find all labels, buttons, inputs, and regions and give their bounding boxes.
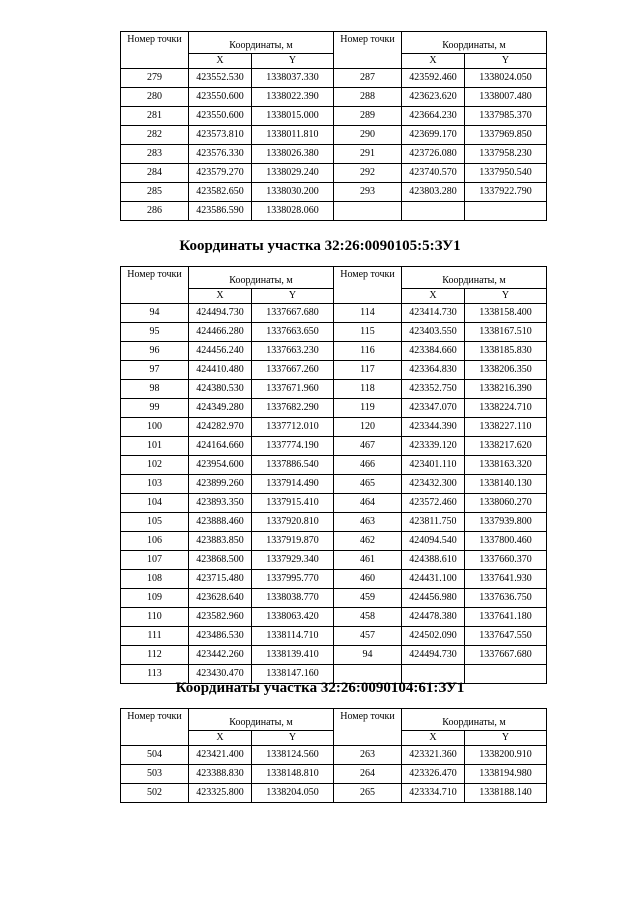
x-coordinate-cell: 423321.360 [402,746,465,765]
x-coordinate-cell: 424494.730 [189,304,252,323]
table-row [121,513,334,532]
x-coordinate-cell: 423579.270 [189,164,252,183]
point-number-cell: 263 [334,746,402,765]
point-number-cell: 280 [121,88,189,107]
x-header: X [189,731,252,746]
table-row [334,164,547,183]
x-coordinate-cell: 423740.570 [402,164,465,183]
x-coordinate-cell: 424410.480 [189,361,252,380]
y-coordinate-cell: 1338148.810 [252,765,334,784]
table-row [334,765,547,784]
x-coordinate-cell: 423868.500 [189,551,252,570]
table-row [334,418,547,437]
table-row [121,342,334,361]
y-coordinate-cell: 1338158.400 [465,304,547,323]
x-coordinate-cell: 424456.240 [189,342,252,361]
y-coordinate-cell [465,202,547,221]
table-header-row [121,32,334,54]
table-row [334,746,547,765]
coordinates-header: Координаты, м [402,709,547,731]
y-coordinate-cell: 1337667.260 [252,361,334,380]
table-row [334,304,547,323]
table-row [121,532,334,551]
x-coordinate-cell: 423899.260 [189,475,252,494]
point-number-cell [334,202,402,221]
table-row [334,323,547,342]
y-coordinate-cell: 1338030.200 [252,183,334,202]
y-header: Y [252,54,334,69]
x-coordinate-cell: 423401.110 [402,456,465,475]
x-coordinate-cell: 423388.830 [189,765,252,784]
point-number-cell: 286 [121,202,189,221]
y-coordinate-cell: 1337663.230 [252,342,334,361]
point-number-header: Номер точки [121,267,189,304]
point-number-cell: 116 [334,342,402,361]
x-coordinate-cell: 423552.530 [189,69,252,88]
table-row [121,126,334,145]
y-coordinate-cell: 1338185.830 [465,342,547,361]
table-row [334,784,547,803]
point-number-cell: 110 [121,608,189,627]
coordinates-table-right [333,31,547,221]
table-row [121,304,334,323]
y-coordinate-cell: 1337995.770 [252,570,334,589]
point-number-cell: 461 [334,551,402,570]
point-number-header: Номер точки [121,32,189,69]
table-row [334,570,547,589]
point-number-cell: 460 [334,570,402,589]
x-coordinate-cell: 424388.610 [402,551,465,570]
y-coordinate-cell: 1338140.130 [465,475,547,494]
coordinates-table-left [120,31,334,221]
y-coordinate-cell: 1337712.010 [252,418,334,437]
y-coordinate-cell: 1337667.680 [252,304,334,323]
table-row [334,380,547,399]
point-number-cell: 120 [334,418,402,437]
x-coordinate-cell: 423883.850 [189,532,252,551]
point-number-cell: 119 [334,399,402,418]
point-number-cell: 288 [334,88,402,107]
table-row [121,494,334,513]
y-coordinate-cell: 1338037.330 [252,69,334,88]
x-coordinate-cell: 424094.540 [402,532,465,551]
x-coordinate-cell: 423364.830 [402,361,465,380]
x-coordinate-cell: 423586.590 [189,202,252,221]
table-row [121,380,334,399]
table-row [121,183,334,202]
table-row [334,69,547,88]
table-row [121,107,334,126]
table-row [121,765,334,784]
y-coordinate-cell: 1338139.410 [252,646,334,665]
x-coordinate-cell: 423715.480 [189,570,252,589]
coordinates-header: Координаты, м [402,267,547,289]
x-coordinate-cell: 423623.620 [402,88,465,107]
coordinates-header: Координаты, м [189,32,334,54]
point-number-cell: 462 [334,532,402,551]
x-coordinate-cell: 423339.120 [402,437,465,456]
point-number-cell: 463 [334,513,402,532]
point-number-cell: 98 [121,380,189,399]
table-row [121,323,334,342]
point-number-header: Номер точки [334,709,402,746]
y-coordinate-cell: 1337660.370 [465,551,547,570]
point-number-cell: 285 [121,183,189,202]
point-number-cell: 467 [334,437,402,456]
point-number-cell: 111 [121,627,189,646]
x-coordinate-cell: 423442.260 [189,646,252,665]
y-coordinate-cell: 1337915.410 [252,494,334,513]
point-number-cell: 102 [121,456,189,475]
table-header-row [334,267,547,289]
point-number-header: Номер точки [121,709,189,746]
x-coordinate-cell: 424164.660 [189,437,252,456]
x-coordinate-cell: 423334.710 [402,784,465,803]
y-coordinate-cell: 1337886.540 [252,456,334,475]
table-row [121,746,334,765]
y-header: Y [252,731,334,746]
table-row [334,88,547,107]
y-coordinate-cell: 1337641.930 [465,570,547,589]
x-coordinate-cell: 423699.170 [402,126,465,145]
table-row [121,202,334,221]
x-coordinate-cell: 424431.100 [402,570,465,589]
y-coordinate-cell: 1338216.390 [465,380,547,399]
y-coordinate-cell: 1337922.790 [465,183,547,202]
y-coordinate-cell: 1338227.110 [465,418,547,437]
y-coordinate-cell: 1338206.350 [465,361,547,380]
y-coordinate-cell: 1338026.380 [252,145,334,164]
point-number-cell: 283 [121,145,189,164]
point-number-cell: 106 [121,532,189,551]
point-number-header: Номер точки [334,32,402,69]
point-number-cell: 94 [334,646,402,665]
point-number-cell: 115 [334,323,402,342]
coordinates-table-left [120,708,334,803]
table-row [121,627,334,646]
x-coordinate-cell: 423550.600 [189,107,252,126]
point-number-cell: 457 [334,627,402,646]
coordinates-header: Координаты, м [189,709,334,731]
y-coordinate-cell: 1337647.550 [465,627,547,646]
y-coordinate-cell: 1338114.710 [252,627,334,646]
point-number-cell: 109 [121,589,189,608]
point-number-cell: 503 [121,765,189,784]
point-number-cell: 114 [334,304,402,323]
point-number-cell: 464 [334,494,402,513]
y-coordinate-cell: 1337950.540 [465,164,547,183]
y-coordinate-cell: 1337929.340 [252,551,334,570]
table-row [121,551,334,570]
x-header: X [402,54,465,69]
point-number-cell: 287 [334,69,402,88]
y-coordinate-cell: 1337920.810 [252,513,334,532]
x-coordinate-cell: 423726.080 [402,145,465,164]
y-coordinate-cell: 1338015.000 [252,107,334,126]
table-row [121,164,334,183]
x-coordinate-cell: 423573.810 [189,126,252,145]
x-coordinate-cell: 424494.730 [402,646,465,665]
table-row [334,589,547,608]
point-number-cell: 118 [334,380,402,399]
point-number-cell: 100 [121,418,189,437]
y-header: Y [465,54,547,69]
point-number-cell: 104 [121,494,189,513]
table-header-row [334,709,547,731]
x-coordinate-cell: 423486.530 [189,627,252,646]
x-coordinate-cell: 423352.750 [402,380,465,399]
table-row [334,627,547,646]
table-row [334,494,547,513]
x-coordinate-cell: 423572.460 [402,494,465,513]
point-number-cell: 290 [334,126,402,145]
point-number-cell: 465 [334,475,402,494]
x-header: X [189,289,252,304]
point-number-cell: 282 [121,126,189,145]
table-row [334,437,547,456]
x-coordinate-cell: 423888.460 [189,513,252,532]
table-row [121,608,334,627]
section-heading: Координаты участка 32:26:0090104:61:ЗУ1 [175,680,465,696]
y-coordinate-cell: 1337985.370 [465,107,547,126]
table-row [334,202,547,221]
table-row [334,608,547,627]
coordinates-header: Координаты, м [189,267,334,289]
y-coordinate-cell: 1337914.490 [252,475,334,494]
x-coordinate-cell: 423421.400 [189,746,252,765]
table-header-row [334,32,547,54]
x-coordinate-cell: 424282.970 [189,418,252,437]
table-row [121,589,334,608]
y-header: Y [465,731,547,746]
y-coordinate-cell: 1338167.510 [465,323,547,342]
x-coordinate-cell: 424478.380 [402,608,465,627]
table-header-row [121,709,334,731]
point-number-cell: 279 [121,69,189,88]
y-coordinate-cell: 1338200.910 [465,746,547,765]
x-coordinate-cell: 423592.460 [402,69,465,88]
point-number-cell: 95 [121,323,189,342]
x-coordinate-cell: 423414.730 [402,304,465,323]
table-row [334,456,547,475]
table-row [334,475,547,494]
y-coordinate-cell: 1338163.320 [465,456,547,475]
x-coordinate-cell: 423344.390 [402,418,465,437]
table-row [121,784,334,803]
y-coordinate-cell: 1338217.620 [465,437,547,456]
point-number-cell: 265 [334,784,402,803]
point-number-cell: 113 [121,665,189,684]
point-number-cell: 459 [334,589,402,608]
x-coordinate-cell: 423664.230 [402,107,465,126]
coordinates-table-left [120,266,334,684]
point-number-cell: 281 [121,107,189,126]
x-coordinate-cell: 424380.530 [189,380,252,399]
x-coordinate-cell: 423550.600 [189,88,252,107]
point-number-cell: 502 [121,784,189,803]
y-coordinate-cell: 1338063.420 [252,608,334,627]
y-header: Y [252,289,334,304]
point-number-cell: 96 [121,342,189,361]
table-row [121,456,334,475]
y-coordinate-cell: 1337919.870 [252,532,334,551]
y-coordinate-cell: 1337969.850 [465,126,547,145]
x-header: X [189,54,252,69]
table-row [334,361,547,380]
y-coordinate-cell: 1337671.960 [252,380,334,399]
y-header: Y [465,289,547,304]
y-coordinate-cell: 1338024.050 [465,69,547,88]
point-number-cell: 97 [121,361,189,380]
x-coordinate-cell [402,202,465,221]
y-coordinate-cell: 1337774.190 [252,437,334,456]
table-row [334,342,547,361]
point-number-cell: 108 [121,570,189,589]
y-coordinate-cell: 1338060.270 [465,494,547,513]
y-coordinate-cell: 1338011.810 [252,126,334,145]
y-coordinate-cell: 1338224.710 [465,399,547,418]
x-coordinate-cell: 423347.070 [402,399,465,418]
table-row [121,361,334,380]
point-number-cell: 292 [334,164,402,183]
y-coordinate-cell: 1337636.750 [465,589,547,608]
y-coordinate-cell: 1338188.140 [465,784,547,803]
point-number-cell: 107 [121,551,189,570]
y-coordinate-cell: 1338124.560 [252,746,334,765]
point-number-cell: 99 [121,399,189,418]
point-number-cell: 105 [121,513,189,532]
table-row [121,145,334,164]
x-coordinate-cell: 423893.350 [189,494,252,513]
point-number-header: Номер точки [334,267,402,304]
table-row [334,183,547,202]
y-coordinate-cell: 1337939.800 [465,513,547,532]
x-coordinate-cell: 423576.330 [189,145,252,164]
x-coordinate-cell: 423811.750 [402,513,465,532]
table-row [121,418,334,437]
table-row [121,399,334,418]
table-row [334,532,547,551]
y-coordinate-cell: 1338028.060 [252,202,334,221]
table-row [121,437,334,456]
coordinates-table-right [333,708,547,803]
table-header-row [121,267,334,289]
y-coordinate-cell: 1338029.240 [252,164,334,183]
point-number-cell: 117 [334,361,402,380]
y-coordinate-cell: 1337667.680 [465,646,547,665]
x-coordinate-cell: 423403.550 [402,323,465,342]
point-number-cell: 94 [121,304,189,323]
point-number-cell: 293 [334,183,402,202]
table-row [121,475,334,494]
y-coordinate-cell: 1338007.480 [465,88,547,107]
point-number-cell: 103 [121,475,189,494]
x-header: X [402,731,465,746]
x-coordinate-cell: 423326.470 [402,765,465,784]
table-row [334,513,547,532]
x-coordinate-cell: 423628.640 [189,589,252,608]
point-number-cell: 284 [121,164,189,183]
x-coordinate-cell: 423325.800 [189,784,252,803]
y-coordinate-cell: 1338022.390 [252,88,334,107]
y-coordinate-cell: 1337682.290 [252,399,334,418]
x-coordinate-cell: 424502.090 [402,627,465,646]
y-coordinate-cell: 1337663.650 [252,323,334,342]
section-heading: Координаты участка 32:26:0090105:5:ЗУ1 [179,238,461,254]
table-row [334,126,547,145]
x-coordinate-cell: 423432.300 [402,475,465,494]
table-row [334,646,547,665]
y-coordinate-cell: 1337958.230 [465,145,547,164]
coordinates-table-right [333,266,547,684]
table-row [334,551,547,570]
point-number-cell: 466 [334,456,402,475]
y-coordinate-cell: 1338194.980 [465,765,547,784]
point-number-cell: 458 [334,608,402,627]
coordinates-header: Координаты, м [402,32,547,54]
y-coordinate-cell: 1337800.460 [465,532,547,551]
point-number-cell: 264 [334,765,402,784]
y-coordinate-cell: 1338038.770 [252,589,334,608]
table-row [121,88,334,107]
point-number-cell: 289 [334,107,402,126]
x-coordinate-cell: 423430.470 [189,665,252,684]
point-number-cell: 101 [121,437,189,456]
point-number-cell: 112 [121,646,189,665]
point-number-cell: 504 [121,746,189,765]
table-row [334,145,547,164]
x-coordinate-cell: 424456.980 [402,589,465,608]
table-row [121,646,334,665]
x-header: X [402,289,465,304]
x-coordinate-cell: 424349.280 [189,399,252,418]
y-coordinate-cell: 1338147.160 [252,665,334,684]
table-row [334,399,547,418]
x-coordinate-cell: 423582.650 [189,183,252,202]
x-coordinate-cell: 423803.280 [402,183,465,202]
x-coordinate-cell: 423954.600 [189,456,252,475]
point-number-cell: 291 [334,145,402,164]
x-coordinate-cell: 424466.280 [189,323,252,342]
table-row [334,107,547,126]
y-coordinate-cell: 1338204.050 [252,784,334,803]
x-coordinate-cell: 423384.660 [402,342,465,361]
y-coordinate-cell: 1337641.180 [465,608,547,627]
table-row [121,69,334,88]
x-coordinate-cell: 423582.960 [189,608,252,627]
table-row [121,570,334,589]
